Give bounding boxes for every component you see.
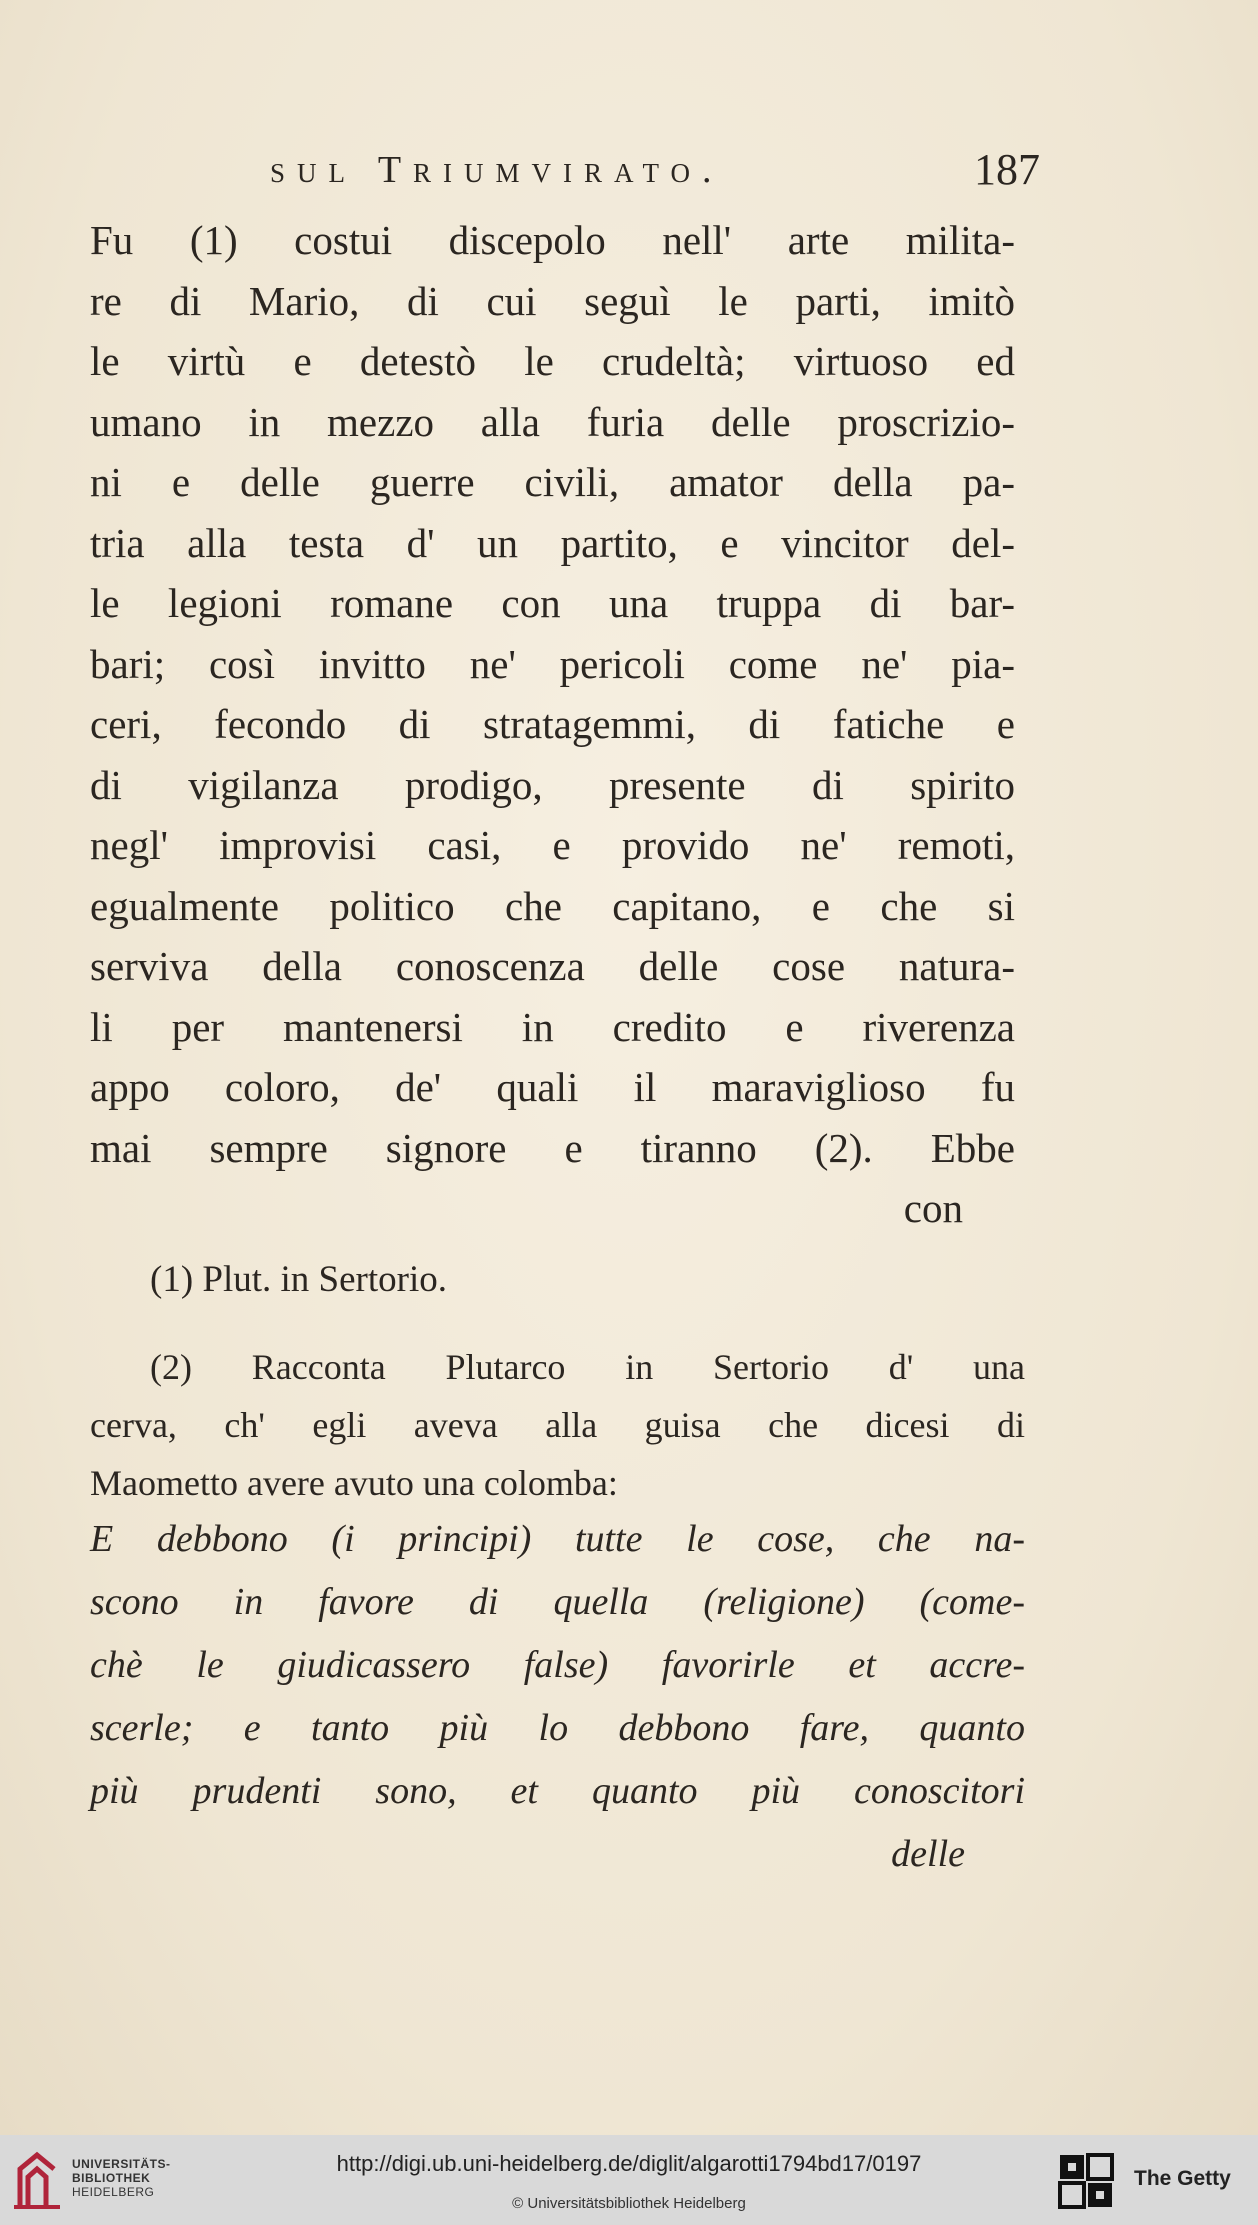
page-number: 187 <box>974 145 1040 194</box>
text-line: di vigilanza prodigo, presente di spirito <box>90 761 1015 808</box>
text-line: ni e delle guerre civili, amator della pa- <box>90 459 1015 505</box>
footnote-2 <box>90 1338 1025 1515</box>
permalink-url[interactable]: http://digi.ub.uni-heidelberg.de/diglit/algarotti1794bd17/0197 <box>336 2151 922 2176</box>
footnote-1: (1) Plut. in Sertorio. <box>150 1259 448 1300</box>
text-line: umano in mezzo alla furia delle proscrizio- <box>90 398 1015 445</box>
quote-line: più prudenti sono, et quanto più conoscitori <box>90 1770 1025 1812</box>
text-line: le legioni romane con una truppa di bar- <box>90 580 1015 626</box>
running-head <box>270 145 1040 198</box>
catchword: con <box>903 1185 963 1231</box>
library-name-line: UNIVERSITÄTS- <box>72 2157 171 2171</box>
text-line: appo coloro, de' quali il maraviglioso fu <box>90 1064 1015 1110</box>
text-line: ceri, fecondo di stratagemmi, di fatiche e <box>90 701 1015 747</box>
running-title: sul Triumvirato. <box>270 149 724 191</box>
library-name-line: HEIDELBERG <box>72 2185 155 2199</box>
footer-bar <box>0 2135 1258 2225</box>
footnote-line: Maometto avere avuto una colomba: <box>90 1463 618 1503</box>
footnote-line: (2) Racconta Plutarco in Sertorio d' una <box>150 1347 1025 1387</box>
text-line: li per mantenersi in credito e riverenza <box>90 1003 1015 1050</box>
text-line: Fu (1) costui discepolo nell' arte milita- <box>90 217 1015 263</box>
getty-logo-icon[interactable] <box>1058 2153 1114 2209</box>
text-line: tria alla testa d' un partito, e vincitor del- <box>90 519 1015 566</box>
quote-line: scono in favore di quella (religione) (come- <box>90 1581 1025 1623</box>
partner-name: The Getty <box>1134 2167 1231 2190</box>
text-line: mai sempre signore e tiranno (2). Ebbe <box>90 1124 1015 1171</box>
copyright-notice: © Universitätsbibliothek Heidelberg <box>512 2195 746 2212</box>
text-line: serviva della conoscenza delle cose natura- <box>90 943 1015 989</box>
library-name-line: BIBLIOTHEK <box>72 2171 151 2185</box>
text-line: le virtù e detestò le crudeltà; virtuoso ed <box>90 338 1015 384</box>
text-line: negl' improvisi casi, e provido ne' remoti, <box>90 822 1015 868</box>
quote-line: scerle; e tanto più lo debbono fare, quanto <box>90 1707 1025 1749</box>
quote-line: E debbono (i principi) tutte le cose, che na- <box>90 1518 1025 1560</box>
text-line: egualmente politico che capitano, e che si <box>90 882 1015 929</box>
text-line: re di Mario, di cui seguì le parti, imitò <box>90 277 1015 324</box>
text-line: bari; così invitto ne' pericoli come ne' pia- <box>90 640 1015 687</box>
footnote-line: cerva, ch' egli aveva alla guisa che dicesi di <box>90 1405 1025 1445</box>
quote-catchword: delle <box>891 1833 965 1875</box>
footnote-quote <box>90 1508 1025 1886</box>
main-text <box>90 210 1015 1239</box>
quote-line: chè le giudicassero false) favorirle et accre- <box>90 1644 1025 1686</box>
